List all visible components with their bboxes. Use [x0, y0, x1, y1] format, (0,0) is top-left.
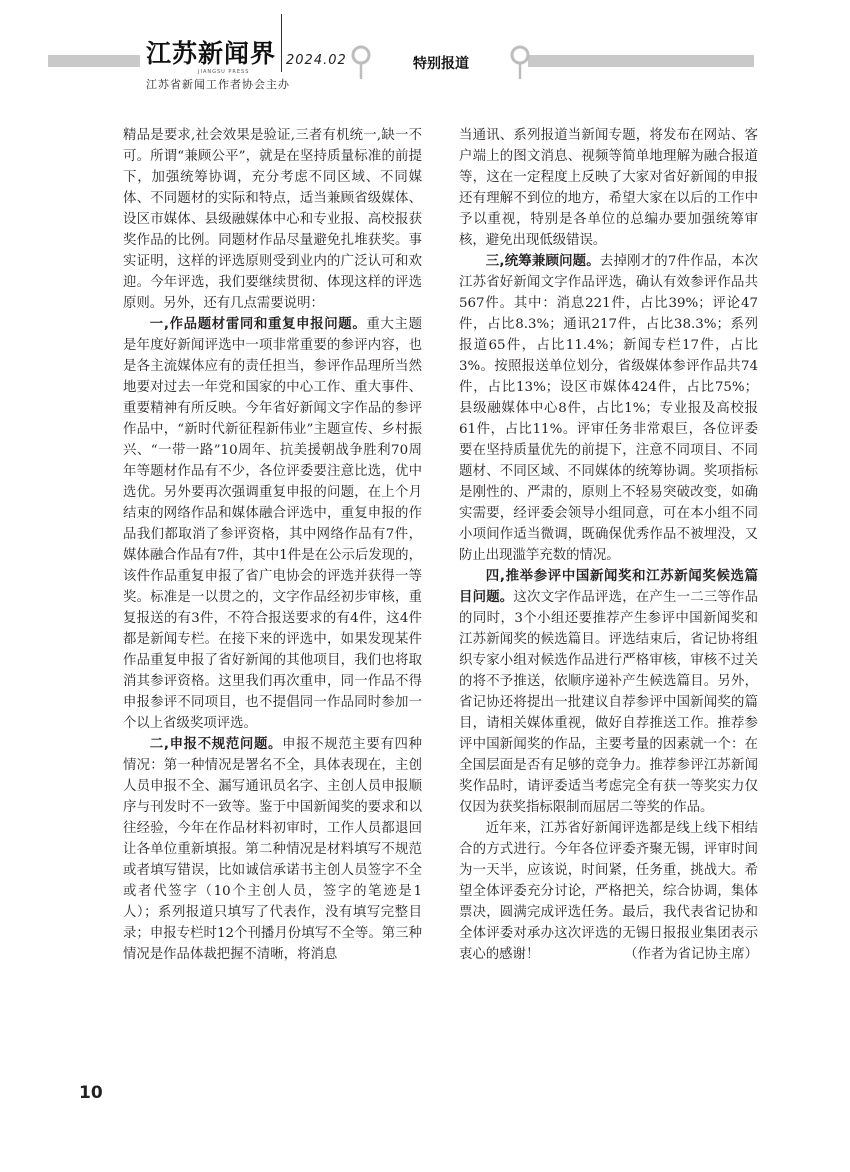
- section-title: 特别报道: [413, 56, 469, 72]
- closing-paragraph: [459, 818, 758, 965]
- section-four-heading: 四,推举参评中国新闻奖和江苏新闻奖候选篇目问题。: [459, 569, 758, 605]
- section-three-text: 去掉刚才的7件作品，本次江苏省好新闻文字作品评选，确认有效参评作品共567件。其中：消息221件，占比39%；评论47件，占比8.3%；通讯217件，占比38.3%；系列报道65件，占比11.4%；新闻专栏17件，占比3%。按照报送单位划分，省级媒体参评作品共74件，占比13%；设区市媒体424件，占比75%；县级融媒体中心8件，占比1%；专业报及高校报61件，占比11%。评审任务非常艰巨，各位评委要在坚持质量优先的前提下，注意不同项目、不同题材、不同区域、不同媒体的统筹协调。奖项指标是刚性的、严肃的，原则上不轻易突破改变，如确实需要，经评委会领导小组同意，可在本小组不同小项间作适当微调，既确保优秀作品不被埋没，又防止出现滥竽充数的情况。: [459, 254, 758, 563]
- magazine-logo-subtitle: JIANGSU PRESS: [198, 69, 250, 75]
- section-two-paragraph: [123, 734, 422, 965]
- header-bar-left: [48, 55, 140, 67]
- section-two-heading: 二,申报不规范问题。: [149, 737, 283, 752]
- body-paragraph: 当通讯、系列报道当新闻专题，将发布在网站、客户端上的图文消息、视频等简单地理解为融合报道等，这在一定程度上反映了大家对省好新闻的申报还有理解不到位的地方，希望大家在以后的工作中予以重视，特别是各单位的总编办要加强统筹审核，避免出现低级错误。: [459, 128, 758, 248]
- page-number: 10: [79, 1083, 103, 1103]
- section-four-paragraph: [459, 566, 758, 818]
- article-column-right: [459, 125, 758, 965]
- pin-icon: [350, 44, 372, 80]
- section-one-heading: 一,作品题材雷同和重复申报问题。: [149, 317, 367, 332]
- issue-number: 2024.02: [286, 53, 347, 68]
- section-one-text: 重大主题是年度好新闻评选中一项非常重要的参评内容，也是各主流媒体应有的责任担当，参评作品理所当然地要对过去一年党和国家的中心工作、重大事件、重要精神有所反映。今年省好新闻文字作品的参评作品中，“新时代新征程新伟业”主题宣传、乡村振兴、“一带一路”10周年、抗美援朝战争胜利70周年等题材作品有不少，各位评委要注意比选，优中选优。另外要再次强调重复申报的问题，在上个月结束的网络作品和媒体融合评选中，重复申报的作品我们都取消了参评资格，其中网络作品有7件，媒体融合作品有7件，其中1件是在公示后发现的，该件作品重复申报了省广电协会的评选并获得一等奖。标准是一以贯之的，文字作品经初步审核，重复报送的有3件，不符合报送要求的有4件，这4件都是新闻专栏。在接下来的评选中，如果发现某件作品重复申报了省好新闻的其他项目，我们也将取消其参评资格。这里我们再次重申，同一作品不得申报参评不同项目，也不提倡同一作品同时参加一个以上省级奖项评选。: [123, 317, 423, 731]
- section-one-paragraph: [123, 314, 422, 734]
- header-bar-right: [528, 55, 754, 67]
- pin-icon: [509, 44, 531, 80]
- body-paragraph: 精品是要求,社会效果是验证,三者有机统一,缺一不可。所谓“兼顾公平”，就是在坚持质量标准的前提下，加强统筹协调，充分考虑不同区域、不同媒体、不同题材的实际和特点，适当兼顾省级媒体、设区市媒体、县级融媒体中心和专业报、高校报获奖作品的比例。同题材作品尽量避免扎堆获奖。事实证明，这样的评选原则受到业内的广泛认可和欢迎。今年评选，我们要继续贯彻、体现这样的评选原则。另外，还有几点需要说明：: [123, 128, 422, 311]
- publisher-line: 江苏省新闻工作者协会主办: [146, 78, 290, 91]
- closing-text: 近年来，江苏省好新闻评选都是线上线下相结合的方式进行。今年各位评委齐聚无锡，评审时间为一天半，应该说，时间紧，任务重，挑战大。希望全体评委充分讨论，严格把关，综合协调，集体票决，圆满完成评选任务。最后，我代表省记协和全体评委对承办这次评选的无锡日报报业集团表示衷心的感谢！: [459, 821, 758, 962]
- section-three-paragraph: [459, 251, 758, 566]
- header-separator: [281, 14, 282, 72]
- author-byline: （作者为省记协主席）: [624, 947, 758, 962]
- section-three-heading: 三,统筹兼顾问题。: [485, 254, 600, 269]
- magazine-logo-title: 江苏新闻界: [146, 39, 277, 68]
- section-four-text: 这次文字作品评选，在产生一二三等作品的同时，3个小组还要推荐产生参评中国新闻奖和江苏新闻奖的候选篇目。评选结束后，省记协将组织专家小组对候选作品进行严格审核，审核不过关的将不予推送，依顺序递补产生候选篇目。另外，省记协还将提出一批建议自荐参评中国新闻奖的篇目，请相关媒体重视，做好自荐推送工作。推荐参评中国新闻奖的作品，主要考量的因素就一个：在全国层面是否有足够的竞争力。推荐参评江苏新闻奖作品时，请评委适当考虑完全有获一等奖实力仅仅因为获奖指标限制而屈居二等奖的作品。: [459, 590, 759, 815]
- article-column-left: [123, 125, 422, 965]
- section-two-text: 申报不规范主要有四种情况：第一种情况是署名不全，具体表现在，主创人员申报不全、漏写通讯员名字、主创人员申报顺序与刊发时不一致等。鉴于中国新闻奖的要求和以往经验，今年在作品材料初审时，工作人员都退回让各单位重新填报。第二种情况是材料填写不规范或者填写错误，比如诚信承诺书主创人员签字不全或者代签字（10个主创人员，签字的笔迹是1人）；系列报道只填写了代表作，没有填写完整目录；申报专栏时12个刊播月份填写不全等。第三种情况是作品体裁把握不清晰，将消息: [123, 737, 422, 962]
